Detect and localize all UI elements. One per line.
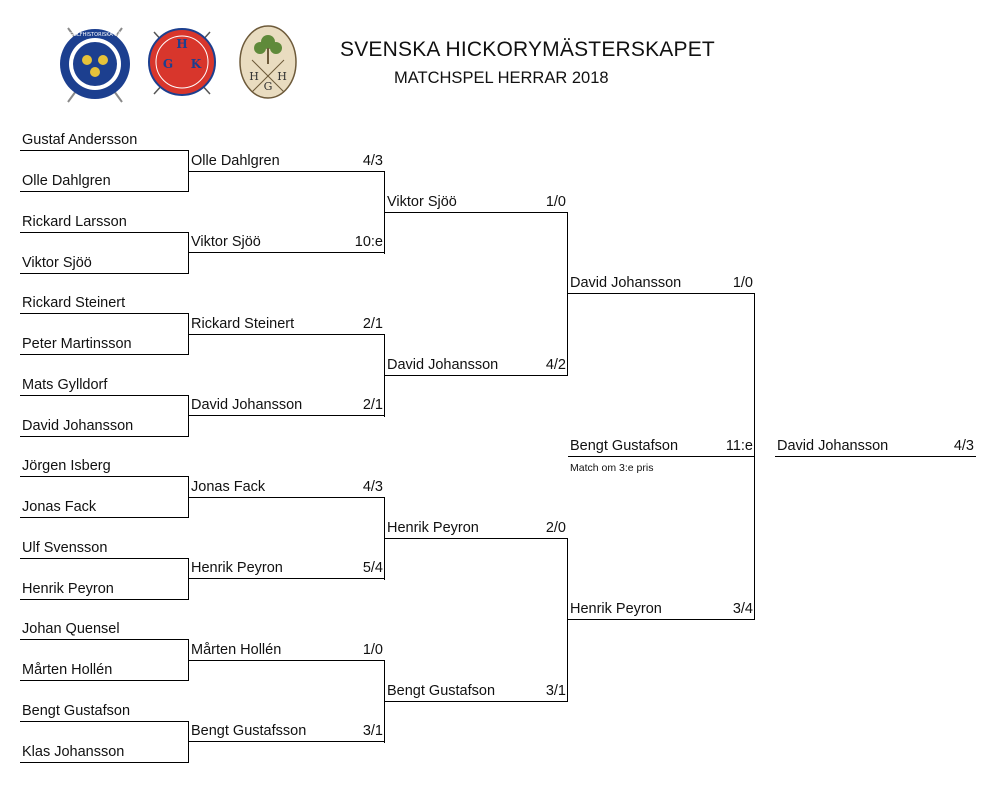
player-name: Viktor Sjöö (22, 255, 92, 271)
player-name: Mats Gylldorf (22, 377, 108, 393)
page-title: SVENSKA HICKORYMÄSTERSKAPET (340, 38, 715, 61)
match-score: 10:e (354, 234, 383, 250)
winner-name: Viktor Sjöö (387, 194, 457, 210)
third-place-note: Match om 3:e pris (570, 462, 654, 474)
winner-name: Bengt Gustafson (387, 683, 496, 699)
hgk-letter-2: G (162, 57, 174, 71)
round1-player (20, 620, 189, 640)
champion-name: David Johansson (777, 438, 889, 454)
match-score: 3/4 (732, 601, 753, 617)
match-score: 2/0 (545, 520, 566, 536)
round1-player (20, 254, 189, 274)
player-name: Mårten Hollén (22, 662, 113, 678)
semifinal-match (568, 274, 755, 294)
match-score: 4/3 (362, 153, 383, 169)
bracket-connector (188, 477, 189, 518)
round1-player (20, 457, 189, 477)
round2-match (189, 396, 385, 416)
winner-name: David Johansson (191, 397, 303, 413)
winner-name: Bengt Gustafsson (191, 723, 307, 739)
round1-player (20, 498, 189, 518)
round1-player (20, 294, 189, 314)
match-score: 2/1 (362, 316, 383, 332)
bracket-connector (188, 559, 189, 600)
logo-golf-historical-society (44, 22, 146, 106)
winner-name: Rickard Steinert (191, 316, 295, 332)
winner-name: Henrik Peyron (570, 601, 662, 617)
bracket-connector (384, 498, 385, 580)
bracket-connector (188, 233, 189, 274)
final-match (775, 437, 976, 457)
bracket-connector (188, 314, 189, 355)
round1-player (20, 417, 189, 437)
match-score: 1/0 (732, 275, 753, 291)
round1-player (20, 539, 189, 559)
player-name: Bengt Gustafson (22, 703, 131, 719)
logo-hgh-tree-badge (238, 24, 298, 100)
round1-player (20, 376, 189, 396)
bracket-connector (188, 151, 189, 192)
match-score: 4/3 (362, 479, 383, 495)
round1-player (20, 743, 189, 763)
match-score: 5/4 (362, 560, 383, 576)
hgh-letter-1: H (249, 70, 259, 83)
player-name: Gustaf Andersson (22, 132, 138, 148)
round1-player (20, 702, 189, 722)
match-score: 2/1 (362, 397, 383, 413)
winner-name: Henrik Peyron (191, 560, 283, 576)
bracket-connector (754, 294, 755, 620)
quarterfinal-match (385, 682, 568, 702)
player-name: Jonas Fack (22, 499, 97, 515)
winner-name: Mårten Hollén (191, 642, 282, 658)
round1-player (20, 213, 189, 233)
match-score: 1/0 (362, 642, 383, 658)
winner-name: Jonas Fack (191, 479, 266, 495)
quarterfinal-match (385, 356, 568, 376)
bracket-connector (384, 172, 385, 254)
bracket-connector (567, 213, 568, 376)
hgk-letter-3: K (190, 57, 202, 71)
match-score: 11:e (725, 438, 753, 454)
match-score: 1/0 (545, 194, 566, 210)
winner-name: David Johansson (570, 275, 682, 291)
semifinal-match (568, 600, 755, 620)
round2-match (189, 315, 385, 335)
round1-player (20, 661, 189, 681)
bracket-connector (188, 640, 189, 681)
player-name: Rickard Steinert (22, 295, 126, 311)
winner-name: Henrik Peyron (387, 520, 479, 536)
match-score: 3/1 (362, 723, 383, 739)
player-name: Jörgen Isberg (22, 458, 111, 474)
round1-player (20, 131, 189, 151)
player-name: Rickard Larsson (22, 214, 127, 230)
round2-match (189, 478, 385, 498)
bracket-connector (188, 396, 189, 437)
round1-player (20, 580, 189, 600)
round2-match (189, 641, 385, 661)
player-name: David Johansson (22, 418, 134, 434)
match-score: 4/2 (545, 357, 566, 373)
winner-name: Viktor Sjöö (191, 234, 261, 250)
page-subtitle: MATCHSPEL HERRAR 2018 (394, 69, 609, 87)
hgh-letter-3: H (277, 70, 287, 83)
bracket-connector (188, 722, 189, 763)
player-name: Ulf Svensson (22, 540, 108, 556)
bracket-connector (384, 661, 385, 743)
winner-name: Olle Dahlgren (191, 153, 280, 169)
quarterfinal-match (385, 193, 568, 213)
round1-player (20, 172, 189, 192)
winner-name: Bengt Gustafson (570, 438, 679, 454)
player-name: Olle Dahlgren (22, 173, 111, 189)
round2-match (189, 559, 385, 579)
bracket-connector (567, 539, 568, 702)
player-name: Henrik Peyron (22, 581, 114, 597)
winner-name: David Johansson (387, 357, 499, 373)
logo-hgk-badge (146, 26, 218, 98)
player-name: Klas Johansson (22, 744, 125, 760)
quarterfinal-match (385, 519, 568, 539)
round2-match (189, 233, 385, 253)
match-score: 4/3 (953, 438, 974, 454)
round2-match (189, 152, 385, 172)
round1-player (20, 335, 189, 355)
bracket-connector (384, 335, 385, 417)
hgk-letter-1: H (176, 37, 188, 51)
player-name: Johan Quensel (22, 621, 120, 637)
player-name: Peter Martinsson (22, 336, 132, 352)
hgh-letter-2: G (263, 80, 273, 93)
third-place-match (568, 437, 755, 457)
match-score: 3/1 (545, 683, 566, 699)
round2-match (189, 722, 385, 742)
logo-seal-text: SVENSKA GOLFHISTORISKA SÄLLSKAPET (44, 32, 146, 38)
